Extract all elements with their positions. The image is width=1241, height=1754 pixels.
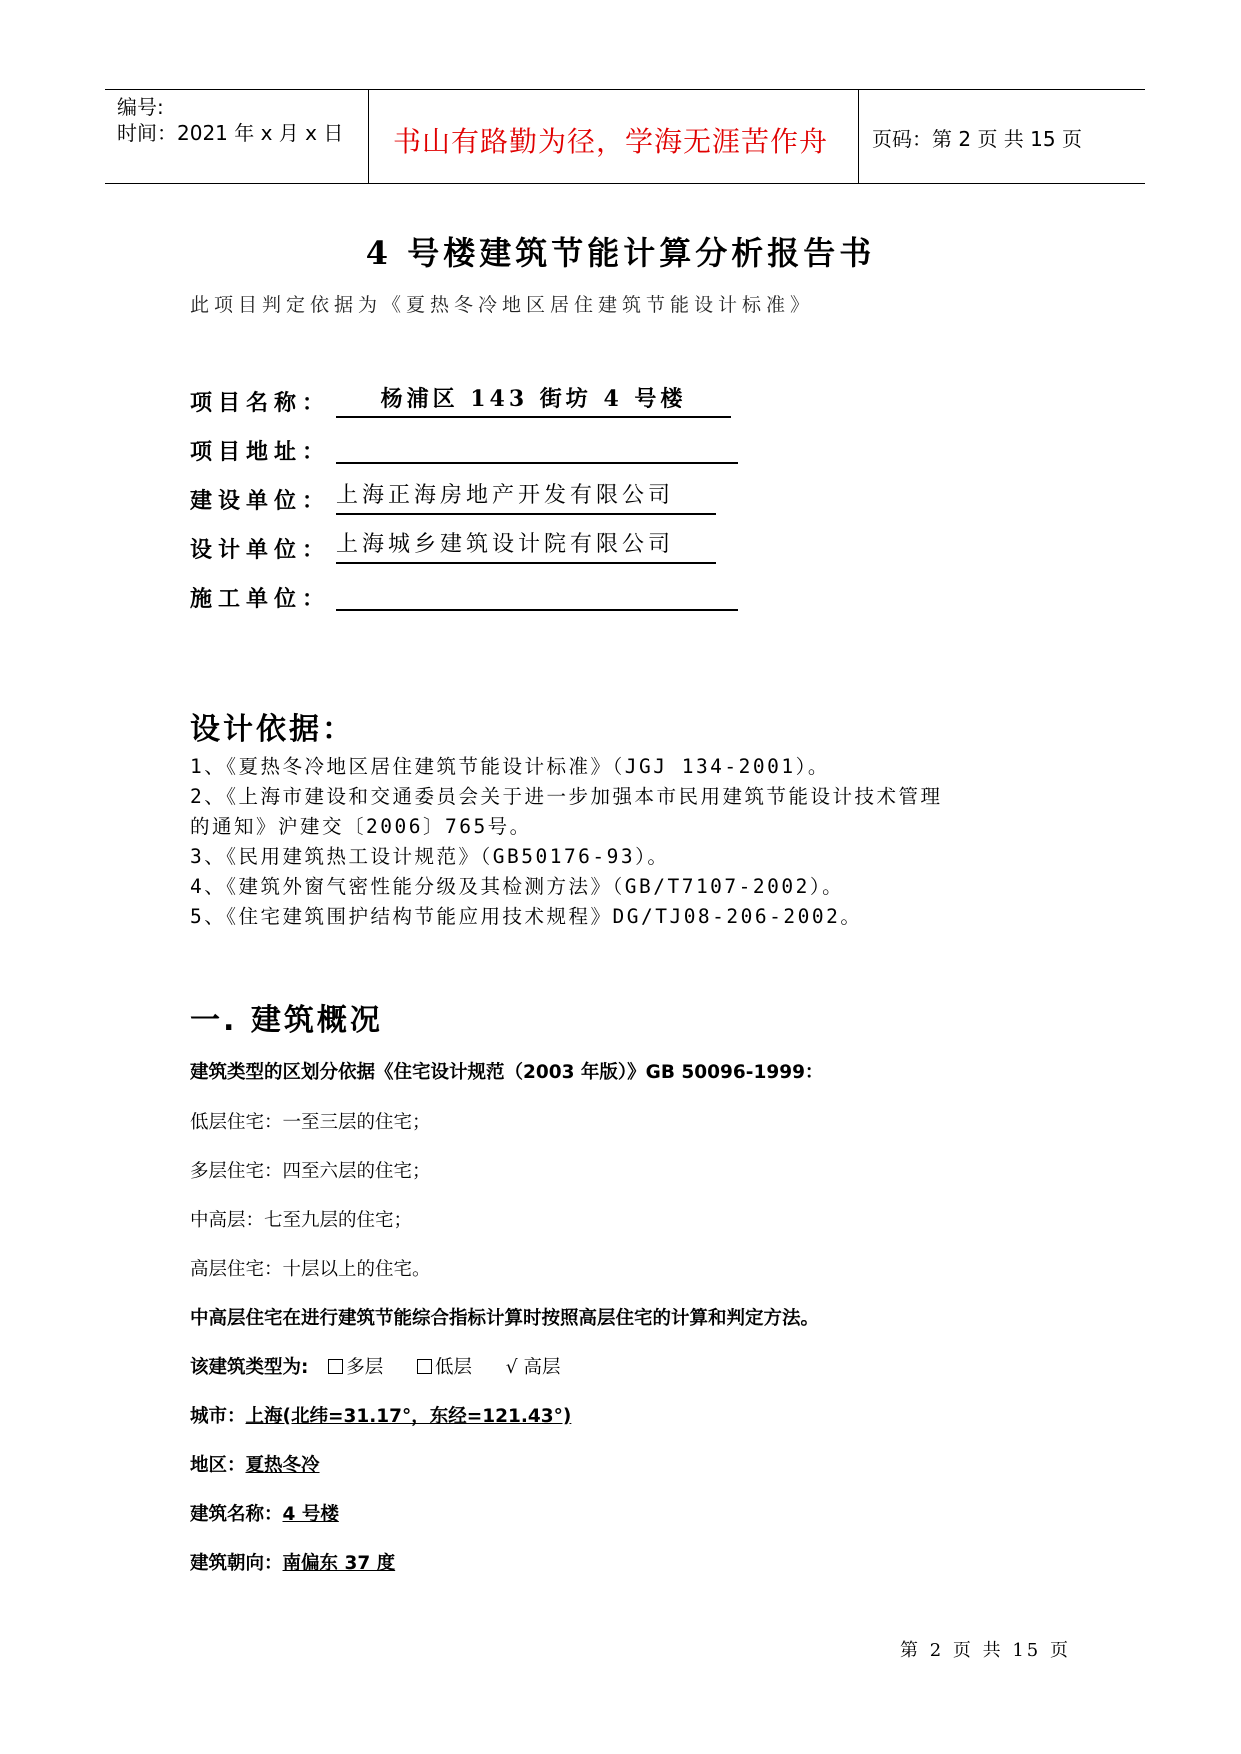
orientation-label: 建筑朝向： (190, 1553, 283, 1574)
orientation-row (190, 1549, 395, 1575)
designer-value: 上海城乡建筑设计院有限公司 (336, 530, 716, 564)
region-row (190, 1451, 320, 1477)
page-footer: 第 2 页 共 15 页 (900, 1640, 1071, 1661)
design-basis-list (190, 752, 943, 932)
designer-label: 设计单位： (190, 537, 331, 563)
building-name-row (190, 1500, 339, 1526)
constructor-label: 施工单位： (190, 586, 331, 612)
builder-value: 上海正海房地产开发有限公司 (336, 481, 716, 515)
multi-storey-checkbox[interactable] (328, 1359, 343, 1374)
mid-high-definition: 中高层：七至九层的住宅； (190, 1210, 413, 1231)
report-subtitle: 此项目判定依据为《夏热冬冷地区居住建筑节能设计标准》 (190, 294, 815, 316)
design-basis-heading: 设计依据： (190, 712, 355, 747)
header-divider-left (368, 90, 369, 183)
region-label: 地区： (190, 1455, 246, 1476)
building-type-label: 该建筑类型为: (190, 1357, 309, 1378)
building-type-row (190, 1353, 560, 1379)
city-value: 上海(北纬=31.17°，东经=121.43°) (245, 1406, 572, 1427)
city-label: 城市： (190, 1406, 246, 1427)
list-item: 1、《夏热冬冷地区居住建筑节能设计标准》（JGJ 134-2001）。 (190, 755, 830, 778)
low-rise-option-label: 低层 (434, 1357, 472, 1378)
header-motto: 书山有路勤为径，学海无涯苦作舟 (393, 125, 829, 158)
high-rise-option-label: 高层 (523, 1357, 561, 1378)
builder-label: 建设单位： (190, 488, 331, 514)
calculation-note: 中高层住宅在进行建筑节能综合指标计算时按照高层住宅的计算和判定方法。 (190, 1308, 820, 1329)
list-item: 3、《民用建筑热工设计规范》（GB50176-93）。 (190, 845, 670, 868)
report-title: 4 号楼建筑节能计算分析报告书 (365, 234, 876, 272)
constructor-value (336, 577, 738, 611)
header-page-label: 页码：第 2 页 共 15 页 (872, 127, 1082, 151)
project-address-value (336, 430, 738, 464)
header-divider-right (858, 90, 859, 183)
list-item: 的通知》沪建交〔2006〕765号。 (190, 815, 532, 838)
header-top-rule (105, 89, 1145, 90)
orientation-value: 南偏东 37 度 (282, 1553, 396, 1574)
list-item: 4、《建筑外窗气密性能分级及其检测方法》（GB/T7107-2002）。 (190, 875, 845, 898)
low-rise-definition: 低层住宅：一至三层的住宅； (190, 1112, 431, 1133)
type-basis-line: 建筑类型的区划分依据《住宅设计规范（2003 年版）》GB 50096-1999： (190, 1062, 824, 1083)
region-value: 夏热冬冷 (245, 1455, 320, 1476)
list-item: 5、《住宅建筑围护结构节能应用技术规程》DG/TJ08-206-2002。 (190, 905, 863, 928)
overview-heading: 一. 建筑概况 (190, 1003, 383, 1038)
document-time-label: 时间：2021 年 x 月 x 日 (117, 121, 344, 145)
low-rise-checkbox[interactable] (417, 1359, 432, 1374)
building-name-value: 4 号楼 (282, 1504, 339, 1525)
multi-storey-option-label: 多层 (346, 1357, 384, 1378)
project-name-value: 杨浦区 143 街坊 4 号楼 (336, 384, 731, 418)
document-number-label: 编号: (117, 95, 164, 119)
building-name-label: 建筑名称： (190, 1504, 283, 1525)
project-name-label: 项目名称： (190, 390, 331, 416)
city-row (190, 1402, 571, 1428)
header-bottom-rule (105, 183, 1145, 184)
list-item: 2、《上海市建设和交通委员会关于进一步加强本市民用建筑节能设计技术管理 (190, 785, 943, 808)
high-rise-definition: 高层住宅：十层以上的住宅。 (190, 1259, 431, 1280)
multi-storey-definition: 多层住宅：四至六层的住宅； (190, 1161, 431, 1182)
project-address-label: 项目地址： (190, 439, 331, 465)
check-mark-icon: √ (505, 1357, 518, 1378)
